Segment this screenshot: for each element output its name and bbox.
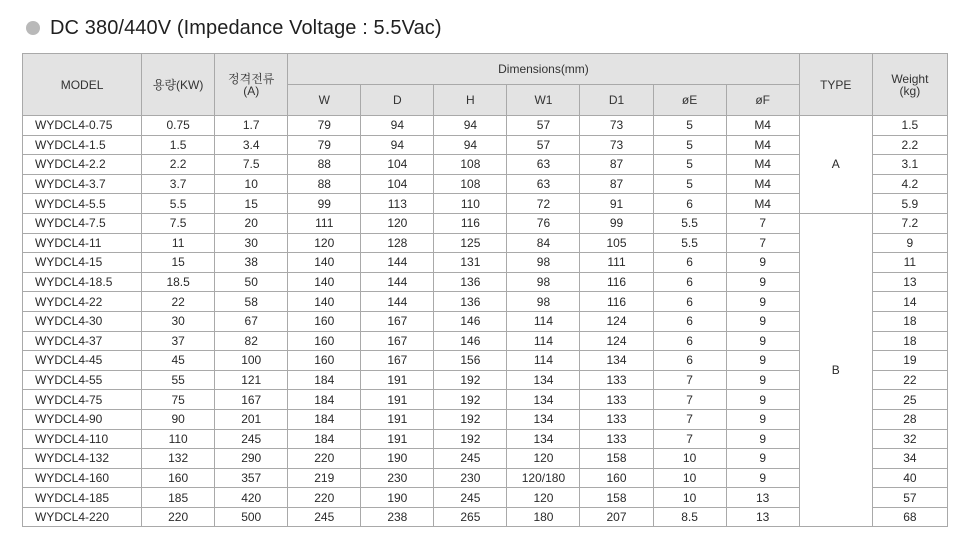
cell-d: 104 — [361, 155, 434, 175]
cell-a: 121 — [215, 370, 288, 390]
cell-f: 7 — [726, 213, 799, 233]
cell-model: WYDCL4-37 — [23, 331, 142, 351]
cell-f: 7 — [726, 233, 799, 253]
cell-kw: 185 — [142, 488, 215, 508]
cell-kw: 18.5 — [142, 272, 215, 292]
cell-kw: 0.75 — [142, 116, 215, 136]
cell-kw: 7.5 — [142, 213, 215, 233]
cell-w1: 120 — [507, 449, 580, 469]
cell-f: 9 — [726, 370, 799, 390]
cell-d: 113 — [361, 194, 434, 214]
cell-d: 191 — [361, 390, 434, 410]
cell-kw: 45 — [142, 351, 215, 371]
cell-a: 15 — [215, 194, 288, 214]
cell-weight: 3.1 — [872, 155, 947, 175]
cell-weight: 28 — [872, 409, 947, 429]
cell-model: WYDCL4-5.5 — [23, 194, 142, 214]
cell-d: 144 — [361, 292, 434, 312]
cell-w1: 76 — [507, 213, 580, 233]
cell-a: 67 — [215, 311, 288, 331]
cell-e: 5.5 — [653, 233, 726, 253]
cell-a: 420 — [215, 488, 288, 508]
cell-f: 9 — [726, 351, 799, 371]
cell-w: 220 — [288, 449, 361, 469]
cell-w1: 120 — [507, 488, 580, 508]
cell-d: 191 — [361, 370, 434, 390]
cell-a: 245 — [215, 429, 288, 449]
cell-f: 13 — [726, 507, 799, 527]
cell-weight: 11 — [872, 253, 947, 273]
cell-d: 167 — [361, 311, 434, 331]
header-weight-label: Weight — [891, 71, 929, 86]
cell-d1: 158 — [580, 449, 653, 469]
cell-f: M4 — [726, 135, 799, 155]
cell-w: 184 — [288, 409, 361, 429]
cell-model: WYDCL4-15 — [23, 253, 142, 273]
cell-a: 1.7 — [215, 116, 288, 136]
cell-w: 184 — [288, 429, 361, 449]
cell-h: 192 — [434, 370, 507, 390]
cell-e: 6 — [653, 253, 726, 273]
cell-h: 94 — [434, 135, 507, 155]
cell-f: 9 — [726, 429, 799, 449]
header-type: TYPE — [799, 54, 872, 116]
cell-model: WYDCL4-11 — [23, 233, 142, 253]
cell-weight: 2.2 — [872, 135, 947, 155]
cell-w: 79 — [288, 116, 361, 136]
cell-model: WYDCL4-75 — [23, 390, 142, 410]
cell-f: 9 — [726, 409, 799, 429]
cell-kw: 110 — [142, 429, 215, 449]
cell-a: 290 — [215, 449, 288, 469]
cell-w1: 114 — [507, 351, 580, 371]
header-rated-current-unit: (A) — [243, 83, 260, 98]
header-d1: D1 — [580, 85, 653, 116]
cell-kw: 132 — [142, 449, 215, 469]
cell-d1: 116 — [580, 272, 653, 292]
cell-d1: 99 — [580, 213, 653, 233]
cell-w1: 63 — [507, 174, 580, 194]
cell-kw: 1.5 — [142, 135, 215, 155]
spec-table — [22, 53, 948, 527]
cell-w: 88 — [288, 174, 361, 194]
cell-d1: 87 — [580, 174, 653, 194]
cell-d: 238 — [361, 507, 434, 527]
cell-f: M4 — [726, 116, 799, 136]
cell-weight: 1.5 — [872, 116, 947, 136]
cell-a: 100 — [215, 351, 288, 371]
cell-d1: 133 — [580, 390, 653, 410]
cell-d: 144 — [361, 253, 434, 273]
cell-e: 7 — [653, 429, 726, 449]
cell-f: 9 — [726, 253, 799, 273]
cell-model: WYDCL4-185 — [23, 488, 142, 508]
cell-f: 9 — [726, 272, 799, 292]
cell-weight: 18 — [872, 331, 947, 351]
cell-a: 82 — [215, 331, 288, 351]
cell-h: 192 — [434, 409, 507, 429]
cell-kw: 90 — [142, 409, 215, 429]
cell-h: 192 — [434, 390, 507, 410]
cell-w: 99 — [288, 194, 361, 214]
table-row — [23, 116, 948, 136]
cell-w1: 98 — [507, 253, 580, 273]
cell-model: WYDCL4-90 — [23, 409, 142, 429]
cell-a: 167 — [215, 390, 288, 410]
cell-w1: 134 — [507, 390, 580, 410]
cell-e: 5 — [653, 174, 726, 194]
cell-weight: 40 — [872, 468, 947, 488]
cell-weight: 57 — [872, 488, 947, 508]
cell-d: 167 — [361, 351, 434, 371]
cell-a: 7.5 — [215, 155, 288, 175]
cell-kw: 37 — [142, 331, 215, 351]
cell-a: 3.4 — [215, 135, 288, 155]
cell-d: 191 — [361, 409, 434, 429]
cell-kw: 55 — [142, 370, 215, 390]
header-h: H — [434, 85, 507, 116]
cell-d: 190 — [361, 449, 434, 469]
cell-h: 192 — [434, 429, 507, 449]
cell-a: 10 — [215, 174, 288, 194]
cell-h: 245 — [434, 488, 507, 508]
header-d: D — [361, 85, 434, 116]
cell-w1: 57 — [507, 135, 580, 155]
cell-h: 131 — [434, 253, 507, 273]
cell-model: WYDCL4-160 — [23, 468, 142, 488]
cell-weight: 7.2 — [872, 213, 947, 233]
cell-w: 140 — [288, 292, 361, 312]
cell-h: 230 — [434, 468, 507, 488]
cell-a: 38 — [215, 253, 288, 273]
cell-e: 10 — [653, 449, 726, 469]
cell-e: 7 — [653, 370, 726, 390]
cell-e: 5 — [653, 116, 726, 136]
cell-weight: 9 — [872, 233, 947, 253]
cell-h: 108 — [434, 155, 507, 175]
cell-h: 156 — [434, 351, 507, 371]
cell-w: 111 — [288, 213, 361, 233]
cell-d: 120 — [361, 213, 434, 233]
cell-weight: 34 — [872, 449, 947, 469]
cell-e: 10 — [653, 468, 726, 488]
cell-model: WYDCL4-3.7 — [23, 174, 142, 194]
cell-f: 13 — [726, 488, 799, 508]
cell-w1: 134 — [507, 429, 580, 449]
cell-f: 9 — [726, 331, 799, 351]
cell-e: 6 — [653, 331, 726, 351]
cell-model: WYDCL4-1.5 — [23, 135, 142, 155]
cell-w1: 134 — [507, 370, 580, 390]
cell-w1: 180 — [507, 507, 580, 527]
cell-a: 58 — [215, 292, 288, 312]
cell-e: 6 — [653, 311, 726, 331]
cell-h: 146 — [434, 311, 507, 331]
cell-model: WYDCL4-45 — [23, 351, 142, 371]
cell-d1: 73 — [580, 135, 653, 155]
cell-d1: 133 — [580, 429, 653, 449]
cell-w: 245 — [288, 507, 361, 527]
cell-d1: 133 — [580, 370, 653, 390]
header-capacity: 용량(KW) — [142, 54, 215, 116]
cell-model: WYDCL4-0.75 — [23, 116, 142, 136]
cell-w: 160 — [288, 331, 361, 351]
cell-w1: 84 — [507, 233, 580, 253]
header-rated-current-label: 정격전류 — [228, 71, 275, 86]
cell-weight: 4.2 — [872, 174, 947, 194]
cell-e: 5 — [653, 155, 726, 175]
cell-model: WYDCL4-18.5 — [23, 272, 142, 292]
cell-kw: 75 — [142, 390, 215, 410]
cell-d1: 105 — [580, 233, 653, 253]
cell-w1: 72 — [507, 194, 580, 214]
cell-weight: 22 — [872, 370, 947, 390]
cell-w1: 114 — [507, 331, 580, 351]
cell-d1: 134 — [580, 351, 653, 371]
cell-w: 79 — [288, 135, 361, 155]
cell-h: 110 — [434, 194, 507, 214]
header-f: øF — [726, 85, 799, 116]
header-weight — [872, 54, 947, 116]
page-title: DC 380/440V (Impedance Voltage : 5.5Vac) — [50, 16, 442, 39]
cell-model: WYDCL4-220 — [23, 507, 142, 527]
cell-f: 9 — [726, 292, 799, 312]
cell-e: 6 — [653, 292, 726, 312]
cell-d1: 158 — [580, 488, 653, 508]
cell-model: WYDCL4-132 — [23, 449, 142, 469]
cell-d1: 124 — [580, 311, 653, 331]
cell-f: 9 — [726, 449, 799, 469]
section-heading — [26, 14, 442, 42]
header-rated-current — [215, 54, 288, 116]
table-header — [23, 54, 948, 116]
cell-kw: 22 — [142, 292, 215, 312]
cell-kw: 11 — [142, 233, 215, 253]
cell-w: 220 — [288, 488, 361, 508]
cell-d: 190 — [361, 488, 434, 508]
cell-w: 88 — [288, 155, 361, 175]
cell-model: WYDCL4-2.2 — [23, 155, 142, 175]
cell-h: 116 — [434, 213, 507, 233]
table-body — [23, 116, 948, 527]
cell-w: 160 — [288, 311, 361, 331]
cell-e: 6 — [653, 272, 726, 292]
cell-f: M4 — [726, 194, 799, 214]
cell-w1: 98 — [507, 272, 580, 292]
cell-w1: 63 — [507, 155, 580, 175]
cell-e: 5.5 — [653, 213, 726, 233]
cell-d: 128 — [361, 233, 434, 253]
cell-e: 6 — [653, 351, 726, 371]
cell-kw: 3.7 — [142, 174, 215, 194]
header-model: MODEL — [23, 54, 142, 116]
cell-w: 160 — [288, 351, 361, 371]
header-e: øE — [653, 85, 726, 116]
cell-h: 136 — [434, 272, 507, 292]
cell-d1: 91 — [580, 194, 653, 214]
cell-e: 8.5 — [653, 507, 726, 527]
cell-d1: 73 — [580, 116, 653, 136]
cell-d: 104 — [361, 174, 434, 194]
cell-weight: 25 — [872, 390, 947, 410]
cell-d1: 160 — [580, 468, 653, 488]
cell-h: 265 — [434, 507, 507, 527]
cell-d: 94 — [361, 116, 434, 136]
cell-d1: 133 — [580, 409, 653, 429]
cell-f: M4 — [726, 155, 799, 175]
cell-d1: 111 — [580, 253, 653, 273]
cell-weight: 68 — [872, 507, 947, 527]
cell-f: 9 — [726, 468, 799, 488]
cell-e: 6 — [653, 194, 726, 214]
cell-a: 20 — [215, 213, 288, 233]
cell-type: B — [799, 213, 872, 527]
cell-d1: 87 — [580, 155, 653, 175]
cell-a: 50 — [215, 272, 288, 292]
cell-kw: 5.5 — [142, 194, 215, 214]
cell-w: 120 — [288, 233, 361, 253]
cell-weight: 19 — [872, 351, 947, 371]
cell-model: WYDCL4-55 — [23, 370, 142, 390]
header-w: W — [288, 85, 361, 116]
cell-w1: 98 — [507, 292, 580, 312]
cell-model: WYDCL4-30 — [23, 311, 142, 331]
cell-model: WYDCL4-110 — [23, 429, 142, 449]
cell-w: 140 — [288, 272, 361, 292]
bullet-icon — [26, 21, 40, 35]
cell-type: A — [799, 116, 872, 214]
cell-w1: 57 — [507, 116, 580, 136]
cell-weight: 32 — [872, 429, 947, 449]
cell-h: 136 — [434, 292, 507, 312]
cell-kw: 160 — [142, 468, 215, 488]
cell-w1: 134 — [507, 409, 580, 429]
cell-kw: 2.2 — [142, 155, 215, 175]
cell-kw: 220 — [142, 507, 215, 527]
cell-d: 230 — [361, 468, 434, 488]
cell-d: 144 — [361, 272, 434, 292]
header-w1: W1 — [507, 85, 580, 116]
cell-e: 10 — [653, 488, 726, 508]
cell-d1: 207 — [580, 507, 653, 527]
cell-d: 167 — [361, 331, 434, 351]
cell-w1: 114 — [507, 311, 580, 331]
cell-h: 94 — [434, 116, 507, 136]
cell-weight: 18 — [872, 311, 947, 331]
cell-a: 30 — [215, 233, 288, 253]
cell-w: 140 — [288, 253, 361, 273]
header-dimensions: Dimensions(mm) — [288, 54, 799, 85]
cell-a: 500 — [215, 507, 288, 527]
table-row — [23, 213, 948, 233]
cell-model: WYDCL4-22 — [23, 292, 142, 312]
cell-weight: 13 — [872, 272, 947, 292]
cell-e: 5 — [653, 135, 726, 155]
cell-a: 357 — [215, 468, 288, 488]
cell-d: 191 — [361, 429, 434, 449]
cell-e: 7 — [653, 390, 726, 410]
cell-w: 184 — [288, 370, 361, 390]
cell-model: WYDCL4-7.5 — [23, 213, 142, 233]
cell-w: 219 — [288, 468, 361, 488]
cell-h: 125 — [434, 233, 507, 253]
cell-h: 146 — [434, 331, 507, 351]
cell-kw: 15 — [142, 253, 215, 273]
header-weight-unit: (kg) — [899, 83, 921, 98]
cell-d: 94 — [361, 135, 434, 155]
cell-h: 245 — [434, 449, 507, 469]
cell-w: 184 — [288, 390, 361, 410]
cell-e: 7 — [653, 409, 726, 429]
cell-a: 201 — [215, 409, 288, 429]
cell-d1: 124 — [580, 331, 653, 351]
cell-f: 9 — [726, 390, 799, 410]
cell-f: 9 — [726, 311, 799, 331]
cell-w1: 120/180 — [507, 468, 580, 488]
cell-kw: 30 — [142, 311, 215, 331]
cell-d1: 116 — [580, 292, 653, 312]
cell-weight: 14 — [872, 292, 947, 312]
cell-h: 108 — [434, 174, 507, 194]
cell-weight: 5.9 — [872, 194, 947, 214]
cell-f: M4 — [726, 174, 799, 194]
